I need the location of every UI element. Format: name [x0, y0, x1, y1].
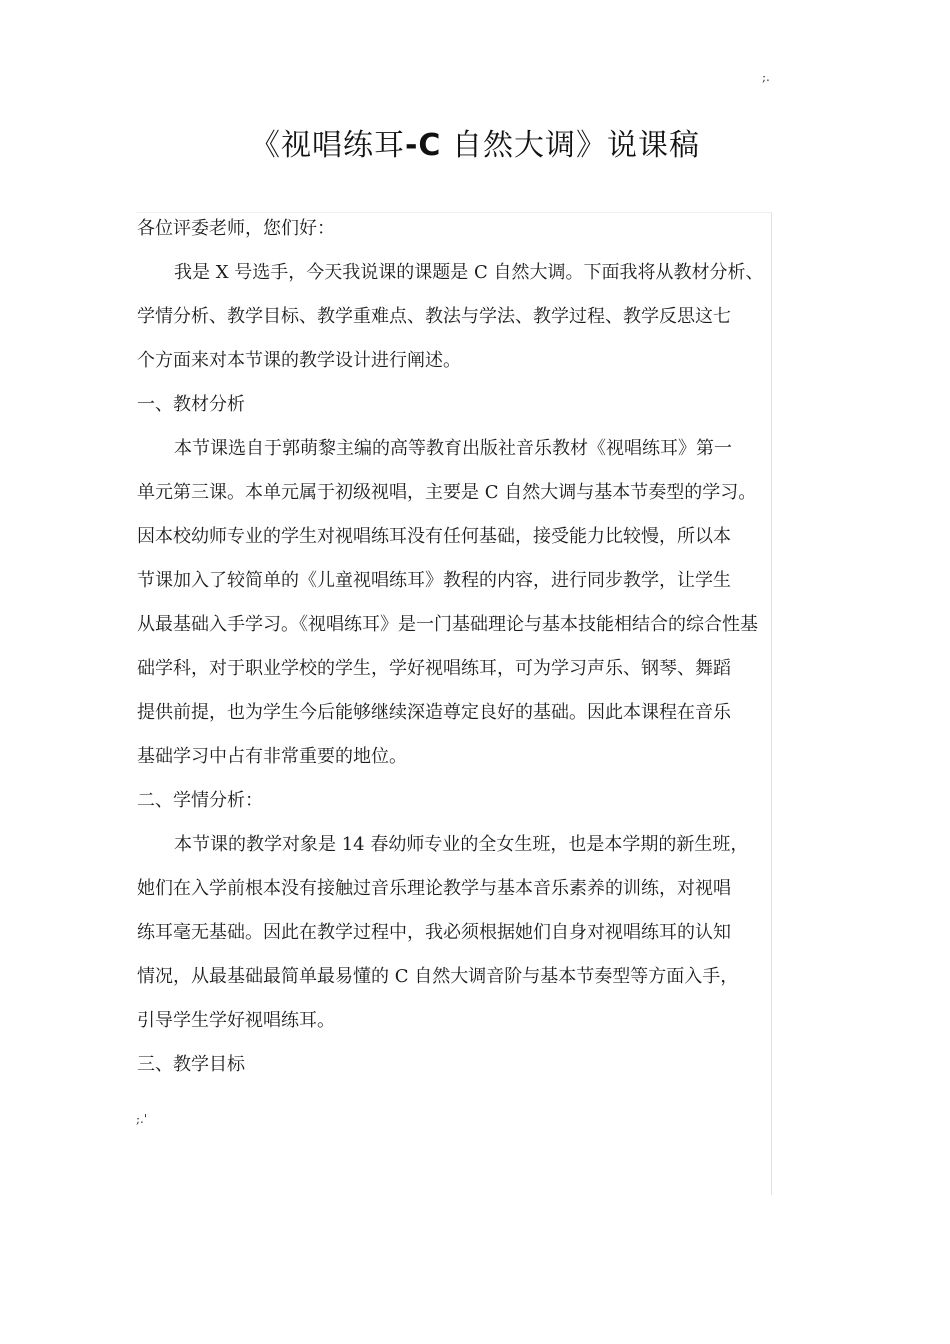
section-heading: 二、学情分析： [137, 790, 263, 811]
paragraph-line: 引导学生学好视唱练耳。 [137, 1010, 335, 1031]
document-title [0, 120, 950, 164]
paragraph-line: 提供前提，也为学生今后能够继续深造尊定良好的基础。因此本课程在音乐 [137, 702, 731, 723]
title-open: 《视唱练耳 [249, 128, 405, 163]
title-close: 自然大调》说课稿 [441, 128, 700, 163]
paragraph-line: 学情分析、教学目标、教学重难点、教法与学法、教学过程、教学反思这七 [137, 306, 731, 327]
paragraph-line: 我是 X 号选手，今天我说课的课题是 C 自然大调。下面我将从教材分析、 [174, 262, 764, 283]
paragraph-line: 础学科，对于职业学校的学生，学好视唱练耳，可为学习声乐、钢琴、舞蹈 [137, 658, 731, 679]
paragraph-line: 她们在入学前根本没有接触过音乐理论教学与基本音乐素养的训练，对视唱 [137, 878, 731, 899]
title-latin: -C [404, 128, 442, 163]
greeting-line: 各位评委老师，您们好： [137, 218, 335, 239]
document-body [137, 207, 777, 1087]
paragraph-line: 本节课的教学对象是 14 春幼师专业的全女生班，也是本学期的新生班， [174, 834, 749, 855]
section-heading: 一、教材分析 [137, 394, 245, 415]
footer-mark: ;.' [136, 1112, 148, 1126]
paragraph-line: 因本校幼师专业的学生对视唱练耳没有任何基础，接受能力比较慢，所以本 [137, 526, 731, 547]
paragraph-line: 单元第三课。本单元属于初级视唱，主要是 C 自然大调与基本节奏型的学习。 [137, 482, 757, 503]
paragraph-line: 节课加入了较简单的《儿童视唱练耳》教程的内容，进行同步教学，让学生 [137, 570, 731, 591]
paragraph-line: 个方面来对本节课的教学设计进行阐述。 [137, 350, 461, 371]
header-mark: ;. [762, 70, 770, 84]
paragraph-line: 从最基础入手学习。《视唱练耳》是一门基础理论与基本技能相结合的综合性基 [137, 614, 758, 635]
paragraph-line: 基础学习中占有非常重要的地位。 [137, 746, 407, 767]
paragraph-line: 本节课选自于郭萌黎主编的高等教育出版社音乐教材《视唱练耳》第一 [174, 438, 732, 459]
paragraph-line: 情况，从最基础最简单最易懂的 C 自然大调音阶与基本节奏型等方面入手， [137, 966, 739, 987]
section-heading: 三、教学目标 [137, 1054, 245, 1075]
paragraph-line: 练耳毫无基础。因此在教学过程中，我必须根据她们自身对视唱练耳的认知 [137, 922, 731, 943]
